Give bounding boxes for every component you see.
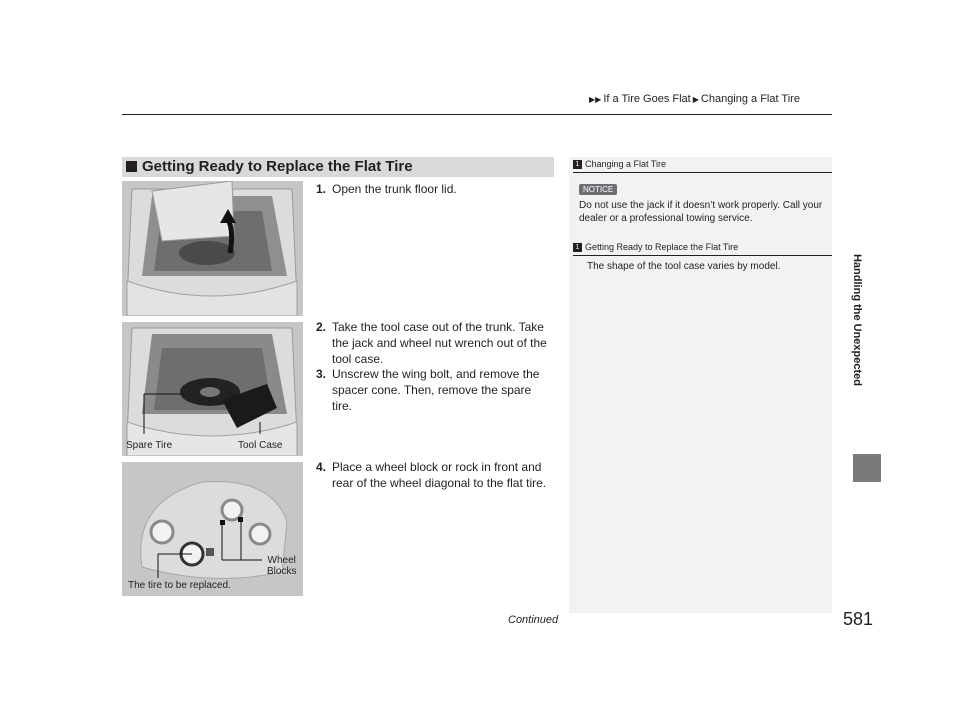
figure-spare-tire-tool-case — [122, 322, 303, 456]
note-marker-icon: 1 — [573, 243, 582, 252]
notes-column — [569, 157, 832, 613]
note-rule — [573, 255, 832, 256]
continued-label: Continued — [508, 614, 559, 626]
wheel-blocks-label: Wheel Blocks — [267, 555, 297, 577]
tool-case-label: Tool Case — [238, 440, 283, 451]
note-rule — [573, 172, 832, 173]
section-title: Getting Ready to Replace the Flat Tire — [142, 158, 413, 175]
breadcrumb-arrow-icon: ▶ — [692, 94, 699, 104]
note-changing-flat-tire — [573, 159, 832, 225]
breadcrumb-arrow-icon: ▶▶ — [589, 94, 602, 104]
step-2: 2. Take the tool case out of the trunk. Take the jack and wheel nut wrench out of the tool case. — [316, 320, 547, 366]
side-tab-label: Handling the Unexpected — [851, 253, 863, 387]
spare-tire-label: Spare Tire — [126, 440, 173, 451]
figure-trunk-floor-lid — [122, 181, 303, 316]
breadcrumb-item-2[interactable]: Changing a Flat Tire — [700, 93, 800, 105]
note-text: Do not use the jack if it doesn’t work properly. Call your dealer or a professional towing service. — [579, 200, 823, 224]
breadcrumb — [589, 93, 800, 105]
breadcrumb-item-1[interactable]: If a Tire Goes Flat — [603, 93, 691, 105]
side-tab-block — [853, 454, 881, 482]
step-1: 1. Open the trunk floor lid. — [316, 182, 457, 196]
tire-to-replace-label: The tire to be replaced. — [128, 580, 231, 591]
page-number: 581 — [843, 609, 874, 629]
note-title: Getting Ready to Replace the Flat Tire — [585, 242, 739, 252]
section-heading — [122, 157, 554, 177]
notice-badge: NOTICE — [579, 184, 617, 195]
note-getting-ready — [573, 242, 832, 273]
header-rule — [122, 114, 832, 115]
figure-wheel-blocks — [122, 462, 303, 596]
step-4: 4. Place a wheel block or rock in front and rear of the wheel diagonal to the flat tire. — [316, 460, 547, 490]
note-marker-icon: 1 — [573, 160, 582, 169]
step-3: 3. Unscrew the wing bolt, and remove the spacer cone. Then, remove the spare tire. — [316, 367, 540, 413]
note-title: Changing a Flat Tire — [585, 159, 667, 169]
section-square-icon — [126, 161, 137, 172]
note-text: The shape of the tool case varies by model. — [587, 261, 781, 272]
